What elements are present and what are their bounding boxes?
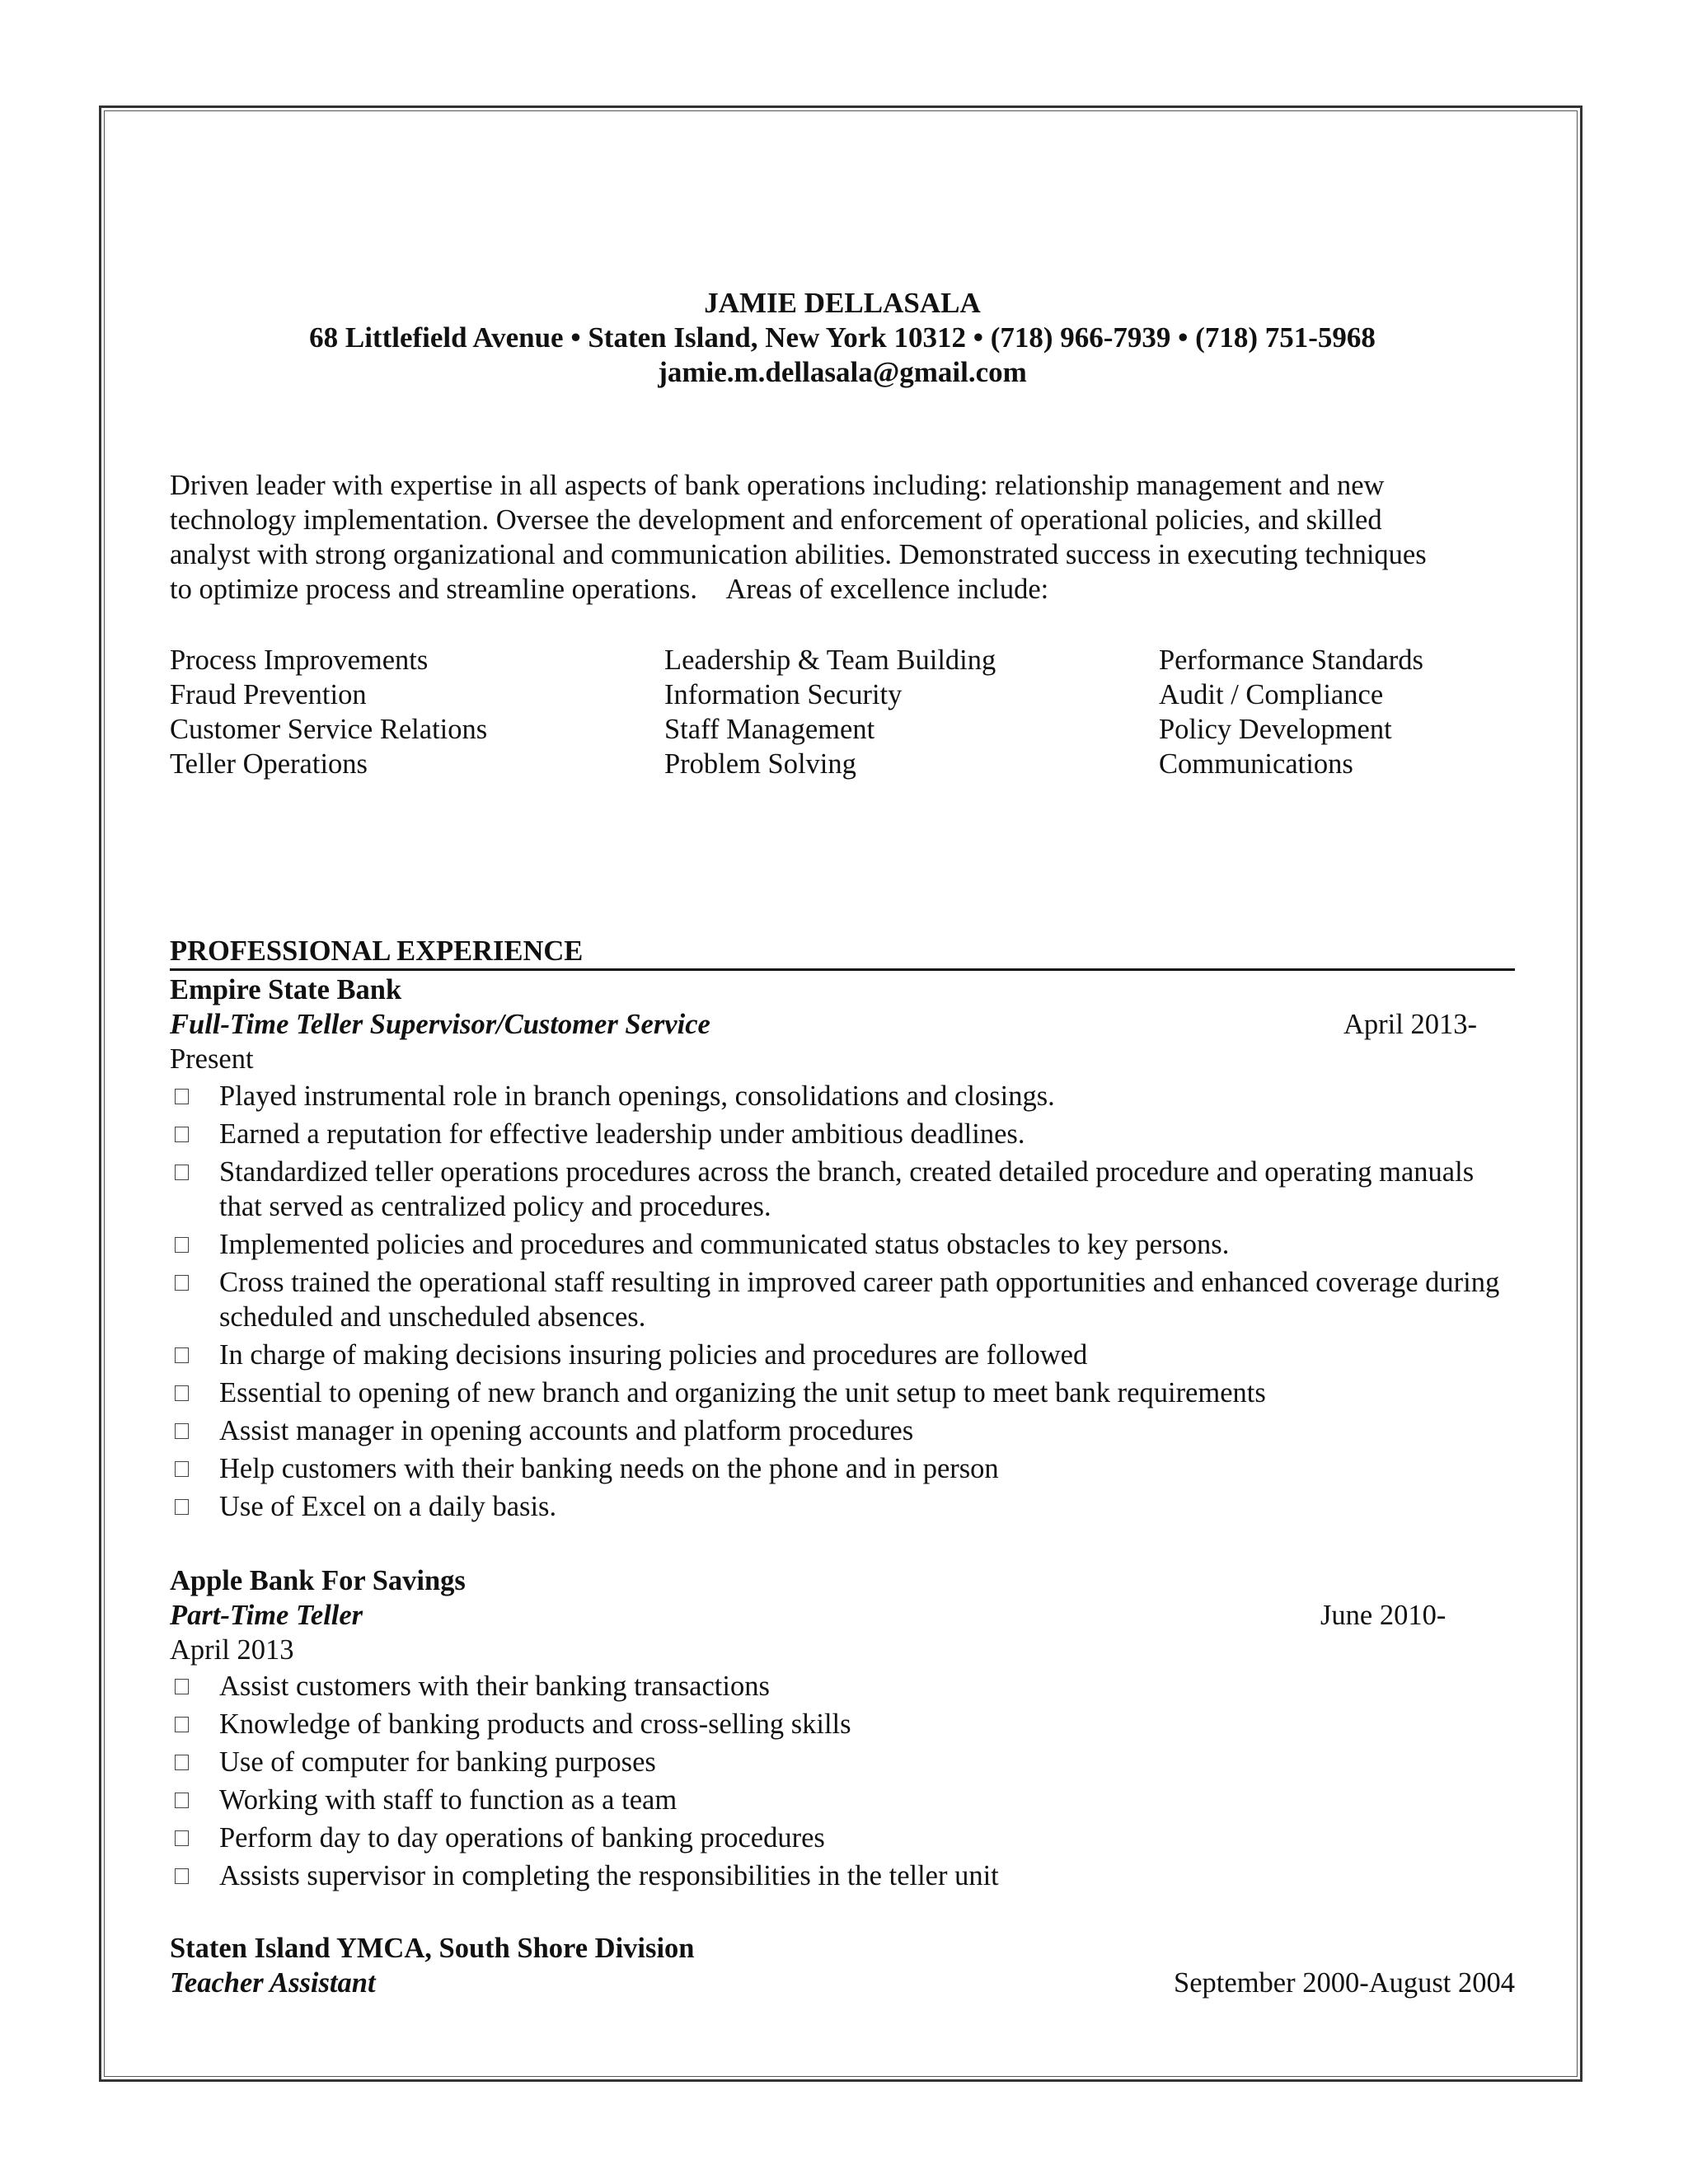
checkbox-bullet-icon	[175, 1127, 189, 1142]
skill-item: Communications	[1159, 748, 1353, 780]
list-item	[170, 1227, 1515, 1262]
summary-line: Driven leader with expertise in all aspects of bank operations including: relationship management and new	[170, 470, 1385, 501]
bullet-text: Help customers with their banking needs on the phone and in person	[219, 1453, 999, 1484]
checkbox-bullet-icon	[175, 1385, 189, 1401]
bullet-text: Cross trained the operational staff resulting in improved career path opportunities and enhanced coverage during scheduled and unscheduled absences.	[219, 1267, 1500, 1333]
checkbox-bullet-icon	[175, 1347, 189, 1363]
list-item	[170, 1117, 1515, 1151]
skill-item: Staff Management	[664, 714, 875, 745]
list-item	[170, 1338, 1515, 1372]
job-title: Part-Time Teller	[170, 1600, 363, 1631]
bullet-text: Use of Excel on a daily basis.	[219, 1491, 557, 1522]
job-title: Full-Time Teller Supervisor/Customer Service	[170, 1009, 710, 1040]
skills-column	[1159, 643, 1423, 781]
skill-item: Audit / Compliance	[1159, 679, 1384, 710]
list-item	[170, 1669, 1515, 1704]
contact-address: 68 Littlefield Avenue • Staten Island, New York 10312 • (718) 966-7939 • (718) 751-5968	[309, 321, 1376, 354]
skill-item: Process Improvements	[170, 644, 429, 676]
bullet-text: Assists supervisor in completing the responsibilities in the teller unit	[219, 1860, 999, 1891]
list-item	[170, 1858, 1515, 1893]
list-item	[170, 1707, 1515, 1741]
list-item	[170, 1489, 1515, 1524]
job-date-range: September 2000-August 2004	[1174, 1967, 1515, 1999]
job-bullet-list	[170, 1669, 1515, 1896]
bullet-text: Use of computer for banking purposes	[219, 1746, 656, 1778]
skills-column	[664, 643, 996, 781]
skill-item: Performance Standards	[1159, 644, 1423, 676]
skill-item: Fraud Prevention	[170, 679, 367, 710]
bullet-text: Essential to opening of new branch and organizing the unit setup to meet bank requirements	[219, 1377, 1266, 1408]
skill-item: Customer Service Relations	[170, 714, 488, 745]
checkbox-bullet-icon	[175, 1717, 189, 1732]
section-title-experience: PROFESSIONAL EXPERIENCE	[170, 934, 1515, 971]
checkbox-bullet-icon	[175, 1499, 189, 1515]
list-item	[170, 1265, 1515, 1334]
skills-column	[170, 643, 487, 781]
checkbox-bullet-icon	[175, 1755, 189, 1770]
bullet-text: Assist manager in opening accounts and platform procedures	[219, 1415, 914, 1446]
bullet-text: Working with staff to function as a team	[219, 1784, 678, 1816]
bullet-text: Implemented policies and procedures and communicated status obstacles to key persons.	[219, 1229, 1230, 1260]
bullet-text: Perform day to day operations of banking procedures	[219, 1822, 825, 1854]
checkbox-bullet-icon	[175, 1679, 189, 1694]
list-item	[170, 1413, 1515, 1448]
summary-line: to optimize process and streamline operations. Areas of excellence include:	[170, 574, 1049, 605]
checkbox-bullet-icon	[175, 1275, 189, 1291]
list-item	[170, 1821, 1515, 1855]
list-item	[170, 1783, 1515, 1817]
bullet-text: Knowledge of banking products and cross-selling skills	[219, 1708, 851, 1740]
checkbox-bullet-icon	[175, 1830, 189, 1846]
summary-line: analyst with strong organizational and communication abilities. Demonstrated success in executing techniques	[170, 539, 1427, 570]
skill-item: Policy Development	[1159, 714, 1392, 745]
checkbox-bullet-icon	[175, 1165, 189, 1180]
job-date-end: April 2013	[170, 1634, 294, 1666]
bullet-text: Played instrumental role in branch openings, consolidations and closings.	[219, 1080, 1055, 1112]
summary-paragraph	[170, 468, 1522, 607]
job-date-start: June 2010-	[1320, 1600, 1447, 1631]
list-item	[170, 1745, 1515, 1779]
checkbox-bullet-icon	[175, 1089, 189, 1104]
job-bullet-list	[170, 1079, 1515, 1527]
checkbox-bullet-icon	[175, 1237, 189, 1253]
job-date-start: April 2013-	[1343, 1009, 1477, 1040]
summary-line: technology implementation. Oversee the development and enforcement of operational policies, and skilled	[170, 504, 1382, 536]
bullet-text: Earned a reputation for effective leadership under ambitious deadlines.	[219, 1118, 1025, 1150]
employer-name: Staten Island YMCA, South Shore Division	[170, 1933, 695, 1964]
employer-name: Apple Bank For Savings	[170, 1565, 466, 1596]
employer-name: Empire State Bank	[170, 974, 402, 1005]
list-item	[170, 1376, 1515, 1410]
skill-item: Teller Operations	[170, 748, 368, 780]
checkbox-bullet-icon	[175, 1423, 189, 1439]
list-item	[170, 1079, 1515, 1113]
skill-item: Leadership & Team Building	[664, 644, 996, 676]
bullet-text: In charge of making decisions insuring policies and procedures are followed	[219, 1339, 1088, 1371]
checkbox-bullet-icon	[175, 1461, 189, 1477]
bullet-text: Assist customers with their banking transactions	[219, 1671, 770, 1702]
checkbox-bullet-icon	[175, 1868, 189, 1884]
candidate-name: JAMIE DELLASALA	[704, 287, 981, 319]
list-item	[170, 1155, 1515, 1224]
contact-email: jamie.m.dellasala@gmail.com	[658, 356, 1027, 388]
checkbox-bullet-icon	[175, 1793, 189, 1808]
bullet-text: Standardized teller operations procedures across the branch, created detailed procedure and operating manuals that served as centralized policy and procedures.	[219, 1156, 1475, 1222]
list-item	[170, 1451, 1515, 1486]
job-title: Teacher Assistant	[170, 1967, 376, 1999]
job-date-end: Present	[170, 1043, 254, 1075]
skill-item: Problem Solving	[664, 748, 856, 780]
skill-item: Information Security	[664, 679, 903, 710]
